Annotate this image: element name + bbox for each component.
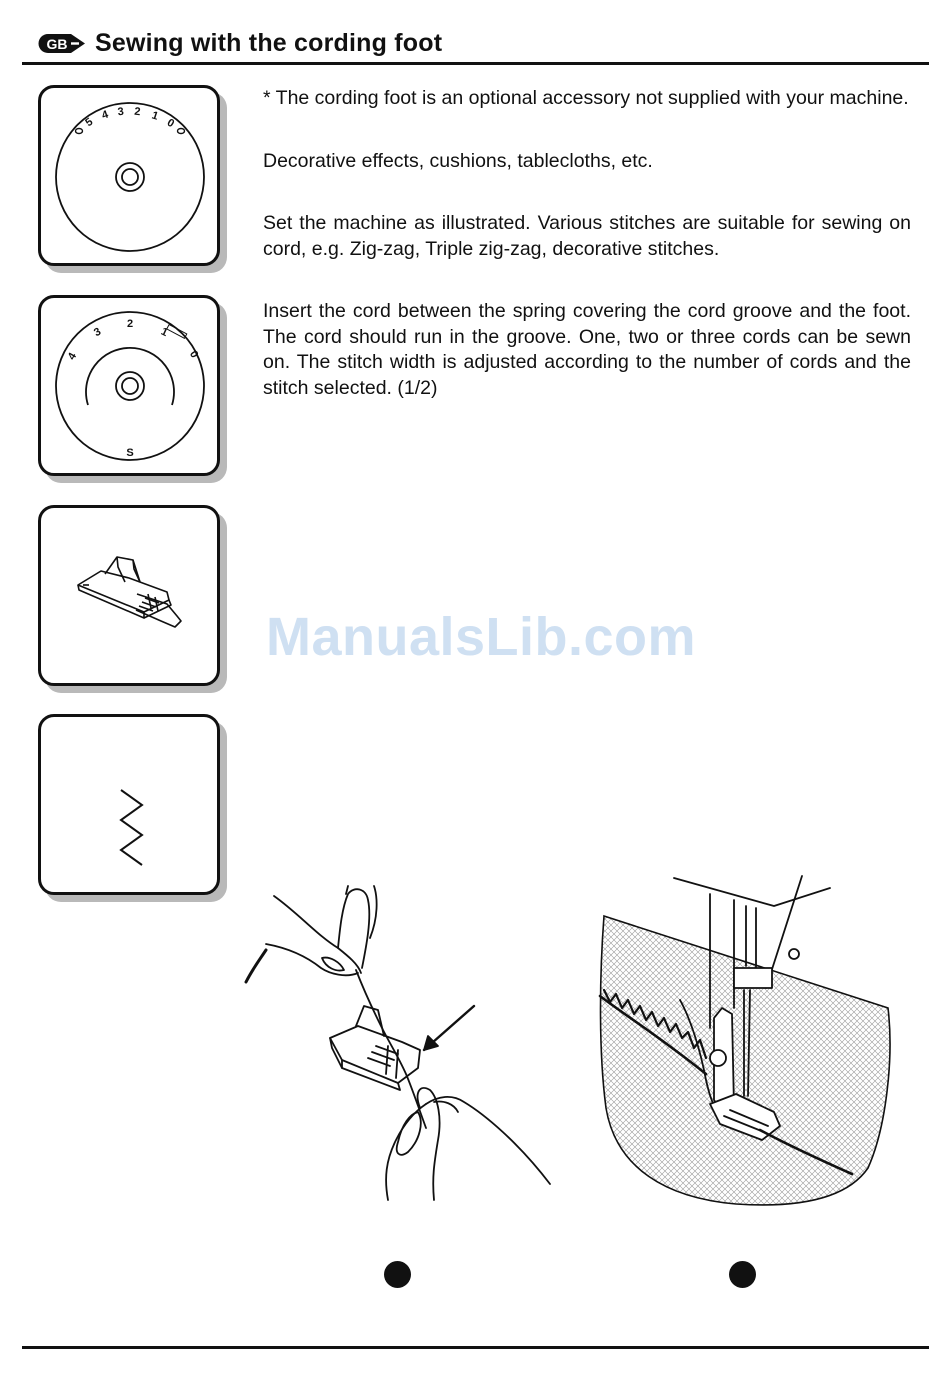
zigzag-stitch-icon — [41, 717, 217, 892]
stitch-length-dial-panel — [38, 85, 220, 266]
width-dial-number: 4 — [65, 350, 80, 363]
hands-threading-cord-illustration — [238, 878, 558, 1203]
width-dial-number: 1 — [158, 325, 170, 340]
sewing-cord-under-needle-illustration — [596, 868, 894, 1208]
language-badge-label: GB — [46, 36, 68, 52]
zigzag-stitch-panel — [38, 714, 220, 895]
cording-foot-panel — [38, 505, 220, 686]
length-dial-number: 0 — [164, 116, 177, 131]
footer-divider — [22, 1346, 929, 1349]
width-dial-number: 2 — [126, 318, 134, 330]
figure-marker-dot — [729, 1261, 756, 1288]
width-dial-s-label: S — [126, 447, 134, 459]
header-divider — [22, 62, 929, 65]
usage-paragraph: Decorative effects, cushions, tablecloths, etc. — [263, 149, 653, 172]
language-badge — [38, 33, 86, 54]
width-dial-number: 3 — [92, 325, 104, 340]
watermark: ManualsLib.com — [266, 607, 697, 667]
stitch-width-dial-icon — [41, 298, 217, 473]
page-title: Sewing with the cording foot — [95, 29, 443, 57]
cord-insertion-paragraph: Insert the cord between the spring covering the cord groove and the foot. The cord should run in the groove. One, two or three cords can be sewn on. The stitch width is adjusted according to the number of cords and the stitch selected. (1/2) — [263, 300, 911, 399]
width-dial-number: 0 — [186, 348, 201, 361]
machine-setting-paragraph: Set the machine as illustrated. Various stitches are suitable for sewing on cord, e.g. Zig-zag, Triple zig-zag, decorative stitches. — [263, 212, 911, 260]
stitch-length-dial-icon — [41, 88, 217, 263]
length-dial-number: 5 — [83, 115, 96, 130]
cording-foot-icon — [41, 508, 217, 683]
instructions-text — [263, 86, 911, 438]
length-dial-number: 2 — [133, 105, 141, 119]
length-dial-number: 1 — [150, 109, 160, 123]
stitch-width-dial-panel — [38, 295, 220, 476]
length-dial-number: 3 — [117, 105, 125, 119]
optional-accessory-note: * The cording foot is an optional accessory not supplied with your machine. — [263, 87, 909, 109]
length-dial-number: 4 — [100, 108, 110, 122]
page-header — [22, 24, 929, 64]
figure-marker-dot — [384, 1261, 411, 1288]
